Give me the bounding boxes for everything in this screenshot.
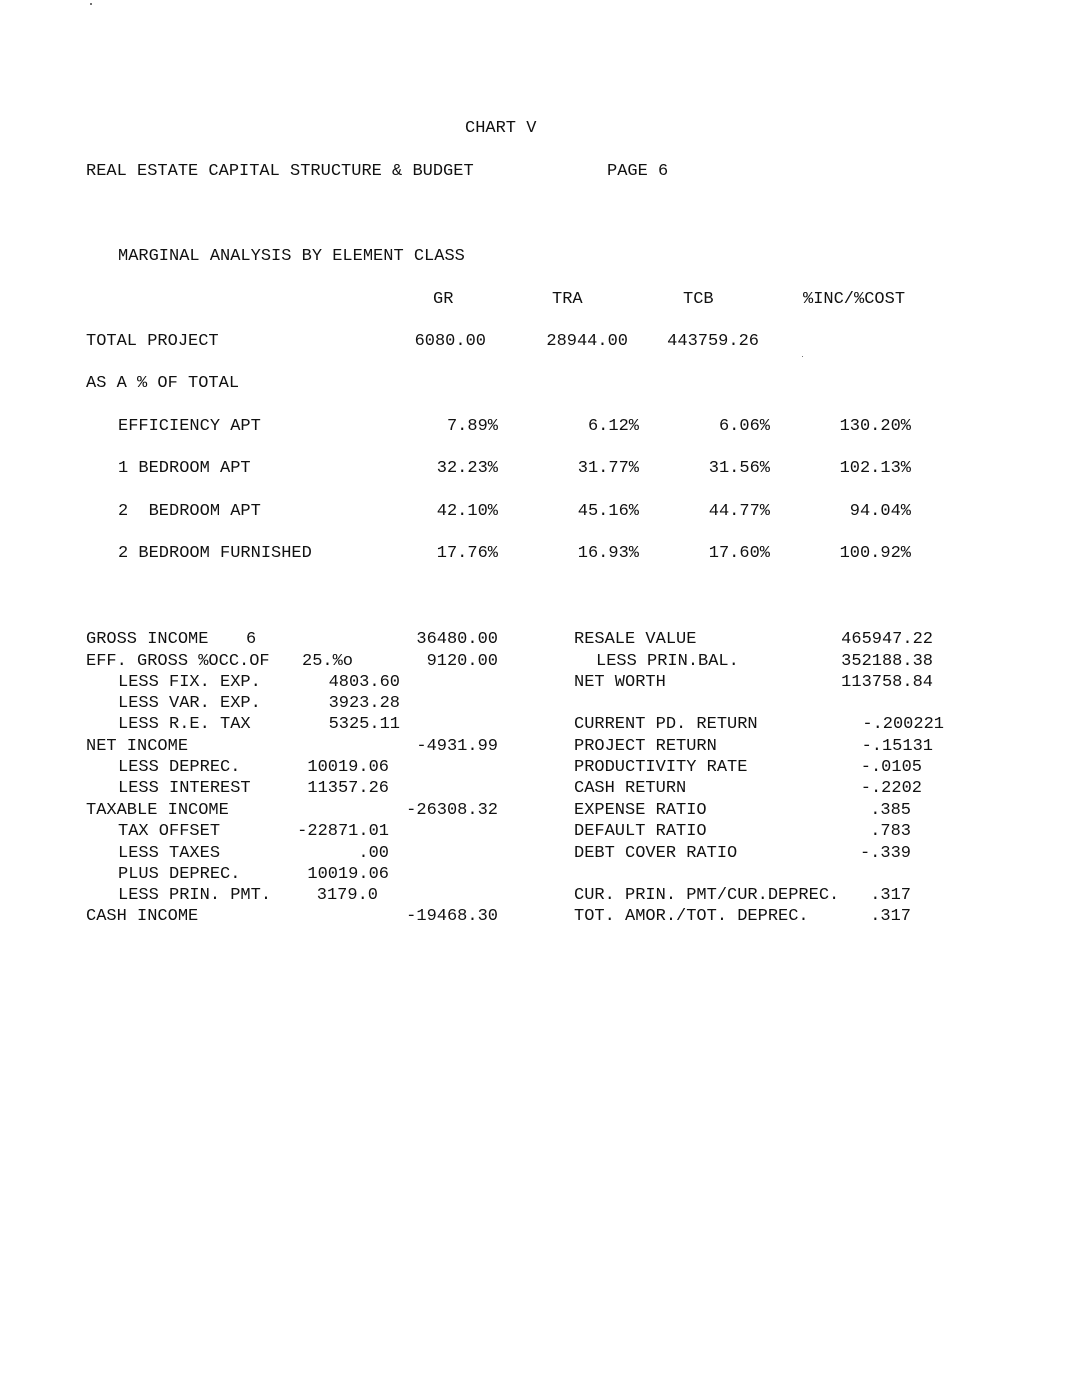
taxable-income-total: -26308.32 xyxy=(406,801,498,820)
tax-offset-label: TAX OFFSET xyxy=(118,822,221,841)
net-income-label: NET INCOME xyxy=(86,737,189,756)
current-pd-return-value: -.200221 xyxy=(862,715,944,734)
less-fix-exp-value: 4803.60 xyxy=(328,673,400,692)
cash-income-total: -19468.30 xyxy=(406,907,498,926)
total-project-tra: 28944.00 xyxy=(546,332,628,351)
cash-return-label: CASH RETURN xyxy=(574,779,687,798)
column-header-tra: TRA xyxy=(552,290,583,309)
document-title: REAL ESTATE CAPITAL STRUCTURE & BUDGET xyxy=(86,162,474,181)
net-worth-value: 113758.84 xyxy=(841,673,933,692)
element-row-ratio: 100.92% xyxy=(839,544,911,563)
element-row-gr: 17.76% xyxy=(436,544,498,563)
total-project-label: TOTAL PROJECT xyxy=(86,332,219,351)
less-var-exp-label: LESS VAR. EXP. xyxy=(118,694,261,713)
productivity-rate-label: PRODUCTIVITY RATE xyxy=(574,758,748,777)
section-title: MARGINAL ANALYSIS BY ELEMENT CLASS xyxy=(118,247,465,266)
productivity-rate-value: -.0105 xyxy=(860,758,922,777)
element-row-tcb: 17.60% xyxy=(708,544,770,563)
eff-gross-pct: 25.%o xyxy=(302,652,354,671)
tax-offset-value: -22871.01 xyxy=(297,822,389,841)
default-ratio-value: .783 xyxy=(870,822,911,841)
element-row-label: 1 BEDROOM APT xyxy=(118,459,251,478)
element-row-tra: 6.12% xyxy=(587,417,639,436)
less-interest-value: 11357.26 xyxy=(307,779,389,798)
element-row-label: EFFICIENCY APT xyxy=(118,417,261,436)
pct-of-total-heading: AS A % OF TOTAL xyxy=(86,374,240,393)
project-return-label: PROJECT RETURN xyxy=(574,737,717,756)
element-row-ratio: 130.20% xyxy=(839,417,911,436)
tot-amor-label: TOT. AMOR./TOT. DEPREC. xyxy=(574,907,809,926)
expense-ratio-value: .385 xyxy=(870,801,911,820)
element-row-tra: 16.93% xyxy=(577,544,639,563)
page-number: PAGE 6 xyxy=(607,162,669,181)
gross-income-total: 36480.00 xyxy=(416,630,498,649)
default-ratio-label: DEFAULT RATIO xyxy=(574,822,707,841)
debt-cover-ratio-label: DEBT COVER RATIO xyxy=(574,844,738,863)
less-interest-label: LESS INTEREST xyxy=(118,779,251,798)
net-worth-label: NET WORTH xyxy=(574,673,666,692)
taxable-income-label: TAXABLE INCOME xyxy=(86,801,229,820)
less-prin-pmt-label: LESS PRIN. PMT. xyxy=(118,886,272,905)
cash-return-value: -.2202 xyxy=(860,779,922,798)
cur-prin-pmt-label: CUR. PRIN. PMT/CUR.DEPREC. xyxy=(574,886,840,905)
less-prin-pmt-value: 3179.0 xyxy=(316,886,378,905)
resale-value-label: RESALE VALUE xyxy=(574,630,697,649)
less-taxes-label: LESS TAXES xyxy=(118,844,221,863)
cash-income-label: CASH INCOME xyxy=(86,907,199,926)
eff-gross-label: EFF. GROSS %OCC.OF xyxy=(86,652,270,671)
total-project-gr: 6080.00 xyxy=(414,332,486,351)
plus-deprec-label: PLUS DEPREC. xyxy=(118,865,241,884)
scan-speck xyxy=(90,3,92,5)
element-row-tcb: 44.77% xyxy=(708,502,770,521)
column-header-gr: GR xyxy=(433,290,454,309)
element-row-tra: 45.16% xyxy=(577,502,639,521)
project-return-value: -.15131 xyxy=(861,737,933,756)
column-header-inc-cost: %INC/%COST xyxy=(803,290,906,309)
less-re-tax-label: LESS R.E. TAX xyxy=(118,715,251,734)
eff-gross-total: 9120.00 xyxy=(426,652,498,671)
element-row-label: 2 BEDROOM FURNISHED xyxy=(118,544,312,563)
element-row-label: 2 BEDROOM APT xyxy=(118,502,261,521)
resale-value-value: 465947.22 xyxy=(841,630,933,649)
less-prin-bal-value: 352188.38 xyxy=(841,652,933,671)
element-row-gr: 42.10% xyxy=(436,502,498,521)
expense-ratio-label: EXPENSE RATIO xyxy=(574,801,707,820)
debt-cover-ratio-value: -.339 xyxy=(859,844,911,863)
less-deprec-label: LESS DEPREC. xyxy=(118,758,241,777)
less-fix-exp-label: LESS FIX. EXP. xyxy=(118,673,261,692)
scan-speck xyxy=(802,356,803,357)
element-row-gr: 7.89% xyxy=(446,417,498,436)
less-prin-bal-label: LESS PRIN.BAL. xyxy=(596,652,739,671)
less-var-exp-value: 3923.28 xyxy=(328,694,400,713)
element-row-ratio: 102.13% xyxy=(839,459,911,478)
tot-amor-value: .317 xyxy=(870,907,911,926)
element-row-tcb: 31.56% xyxy=(708,459,770,478)
less-re-tax-value: 5325.11 xyxy=(328,715,400,734)
chart-title: CHART V xyxy=(465,119,537,138)
gross-income-count: 6 xyxy=(246,630,257,649)
element-row-tra: 31.77% xyxy=(577,459,639,478)
element-row-ratio: 94.04% xyxy=(849,502,911,521)
column-header-tcb: TCB xyxy=(683,290,714,309)
total-project-tcb: 443759.26 xyxy=(667,332,759,351)
gross-income-label: GROSS INCOME xyxy=(86,630,209,649)
net-income-total: -4931.99 xyxy=(416,737,498,756)
less-deprec-value: 10019.06 xyxy=(307,758,389,777)
plus-deprec-value: 10019.06 xyxy=(307,865,389,884)
element-row-tcb: 6.06% xyxy=(718,417,770,436)
cur-prin-pmt-value: .317 xyxy=(870,886,911,905)
current-pd-return-label: CURRENT PD. RETURN xyxy=(574,715,758,734)
less-taxes-value: .00 xyxy=(358,844,389,863)
element-row-gr: 32.23% xyxy=(436,459,498,478)
